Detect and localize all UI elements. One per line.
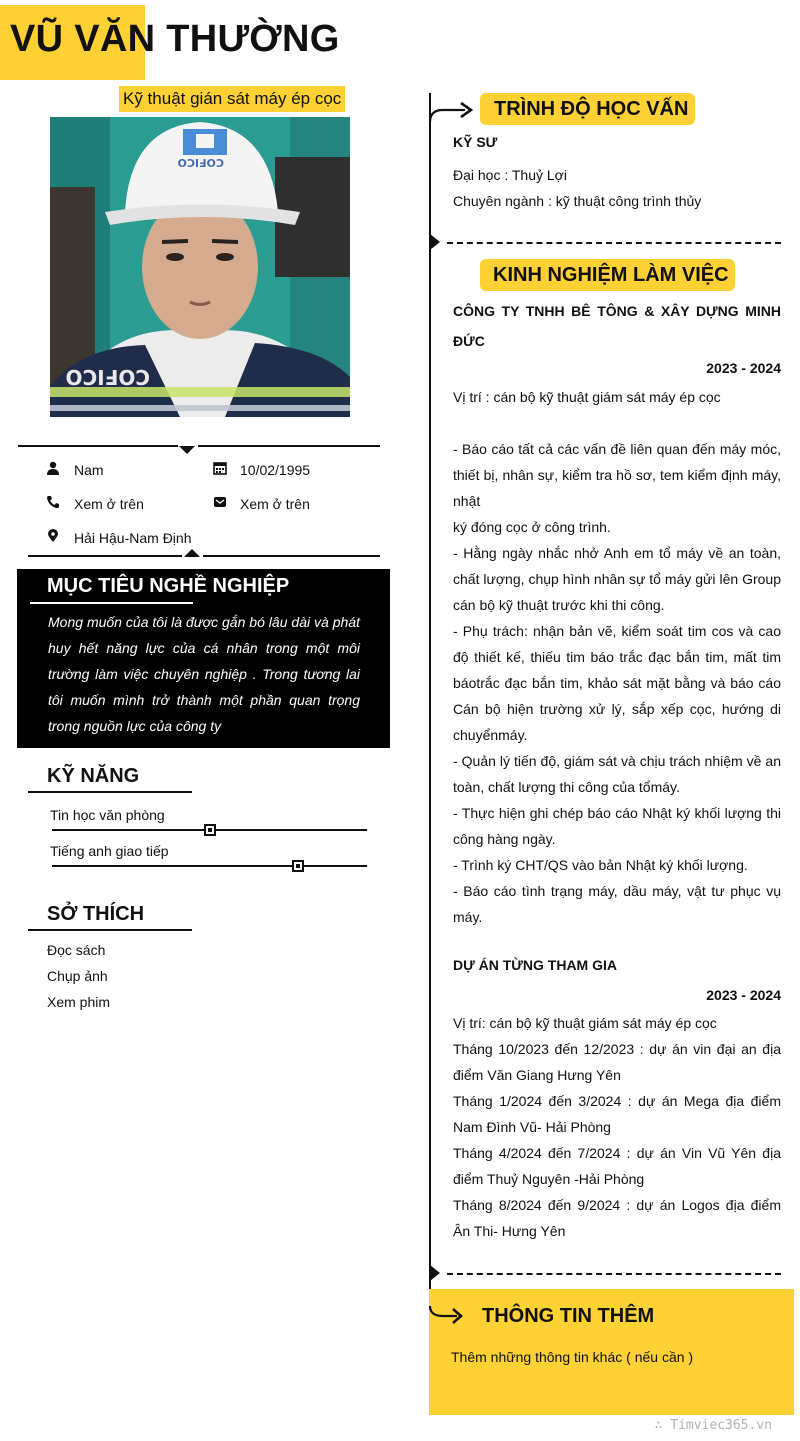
duty-item: ký đóng cọc ở công trình. — [453, 519, 611, 535]
experience-period: 2023 - 2024 — [706, 360, 781, 376]
skill-label: Tin học văn phòng — [50, 807, 165, 823]
info-top-pointer — [179, 446, 195, 454]
project-position: Vị trí: cán bộ kỹ thuật giám sát máy ép cọc — [453, 1015, 717, 1031]
email-icon — [213, 495, 227, 509]
arrow-right-icon — [429, 1302, 465, 1335]
duty-item: - Quản lý tiến độ, giám sát và chịu trách nhiệm về an toàn, chất lượng thi công của tổmáy. — [453, 753, 781, 795]
education-title: TRÌNH ĐỘ HỌC VẤN — [494, 98, 689, 120]
duty-item: - Hằng ngày nhắc nhở Anh em tổ máy về an toàn, chất lượng, chụp hình nhân sự tổ máy gửi lên Group cán bộ kỹ thuật trước khi thi công. — [453, 545, 781, 613]
project-item: Tháng 8/2024 đến 9/2024 : dự án Logos địa điểm Ân Thi- Hưng Yên — [453, 1197, 781, 1239]
address-value: Hải Hậu-Nam Định — [74, 530, 192, 546]
watermark: ∴ Timviec365.vn — [654, 1418, 772, 1433]
user-icon — [46, 461, 60, 475]
skills-title-underline — [28, 791, 192, 793]
info-top-divider-left — [18, 445, 178, 447]
projects-list — [453, 1010, 781, 1244]
duty-item: - Báo cáo tất cả các vấn đề liên quan đến máy móc, thiết bị, nhân sự, kiểm tra hồ sơ, tem kiểm định máy, nhật — [453, 441, 781, 509]
hobbies-title-underline — [28, 929, 192, 931]
info-top-divider-right — [198, 445, 380, 447]
skill-level-marker — [204, 824, 216, 836]
skills-title: KỸ NĂNG — [47, 765, 140, 787]
vest-logo-text: COFICO — [65, 365, 150, 389]
candidate-name: VŨ VĂN THƯỜNG — [10, 18, 340, 60]
project-item: Tháng 4/2024 đến 7/2024 : dự án Vin Vũ Yên địa điểm Thuỷ Nguyên -Hải Phòng — [453, 1145, 781, 1187]
education-degree: KỸ SƯ — [453, 134, 498, 150]
hobby-item: Đọc sách — [47, 942, 106, 958]
duty-item: - Thực hiện ghi chép báo cáo Nhật ký khối lượng thi công hàng ngày. — [453, 805, 781, 847]
hobby-item: Xem phim — [47, 994, 111, 1010]
job-title: Kỹ thuật gián sát máy ép cọc — [119, 86, 345, 112]
calendar-icon — [213, 461, 227, 475]
birthday-value: 10/02/1995 — [240, 462, 311, 478]
timeline-marker — [430, 1265, 440, 1281]
location-pin-icon — [46, 529, 60, 543]
hobbies-title: SỞ THÍCH — [47, 903, 145, 925]
projects-title: DỰ ÁN TỪNG THAM GIA — [453, 957, 617, 973]
skill-level-marker — [292, 860, 304, 872]
project-item: Tháng 1/2024 đến 3/2024 : dự án Mega địa điểm Nam Đình Vũ- Hải Phòng — [453, 1093, 781, 1135]
project-item: Tháng 10/2023 đến 12/2023 : dự án vin đại an địa điểm Văn Giang Hưng Yên — [453, 1041, 781, 1083]
gender-value: Nam — [74, 462, 104, 478]
skill-label: Tiếng anh giao tiếp — [50, 843, 169, 859]
extra-info-text: Thêm những thông tin khác ( nếu cần ) — [451, 1349, 694, 1365]
info-bottom-divider-left — [28, 555, 182, 557]
timeline-line — [429, 93, 431, 1415]
hobby-item: Chụp ảnh — [47, 968, 108, 984]
objective-title: MỤC TIÊU NGHỀ NGHIỆP — [47, 575, 290, 597]
section-divider — [447, 242, 781, 244]
objective-title-underline — [30, 602, 193, 604]
timeline-marker — [430, 234, 440, 250]
experience-title: KINH NGHIỆM LÀM VIỆC — [493, 264, 729, 286]
phone-value: Xem ở trên — [74, 496, 144, 512]
projects-period: 2023 - 2024 — [706, 987, 781, 1003]
education-major: Chuyên ngành : kỹ thuật công trình thủy — [453, 193, 702, 209]
section-divider — [447, 1273, 781, 1275]
arrow-right-icon — [429, 98, 473, 129]
info-bottom-divider-right — [203, 555, 380, 557]
skill-bar — [52, 865, 367, 867]
experience-company: CÔNG TY TNHH BÊ TÔNG & XÂY DỰNG MINH ĐỨC — [453, 303, 781, 349]
profile-photo — [50, 117, 350, 417]
duty-item: - Phụ trách: nhận bản vẽ, kiểm soát tim cos và cao độ thiết kế, thiếu tim báo trắc đạc bắn tim, mất tim báotrắc đạc bắn tim, khảo sát mặt bằng và báo cáo Cán bộ hiện trường xử lý, sắp xếp cọc, hướng di chuyểnmáy. — [453, 623, 781, 743]
email-value: Xem ở trên — [240, 496, 310, 512]
helmet-logo-text: COFICO — [177, 156, 224, 169]
info-bottom-pointer — [184, 549, 200, 557]
education-school: Đại học : Thuỷ Lợi — [453, 167, 567, 183]
extra-info-title: THÔNG TIN THÊM — [482, 1305, 655, 1327]
experience-position: Vị trí : cán bộ kỹ thuật giám sát máy ép cọc — [453, 389, 721, 405]
duty-item: - Trình ký CHT/QS vào bản Nhật ký khối lượng. — [453, 857, 748, 873]
objective-text: Mong muốn của tôi là được gắn bó lâu dài và phát huy hết năng lực của cá nhân trong một môi trường làm việc chuyên nghiệp . Trong tương lai tôi muốn mình trở thành một phần quan trọng trong nguồn lực của công ty — [48, 614, 360, 734]
duty-item: - Báo cáo tình trạng máy, dầu máy, vật tư phục vụ máy. — [453, 883, 781, 925]
phone-icon — [46, 495, 60, 509]
experience-duties — [453, 436, 781, 930]
